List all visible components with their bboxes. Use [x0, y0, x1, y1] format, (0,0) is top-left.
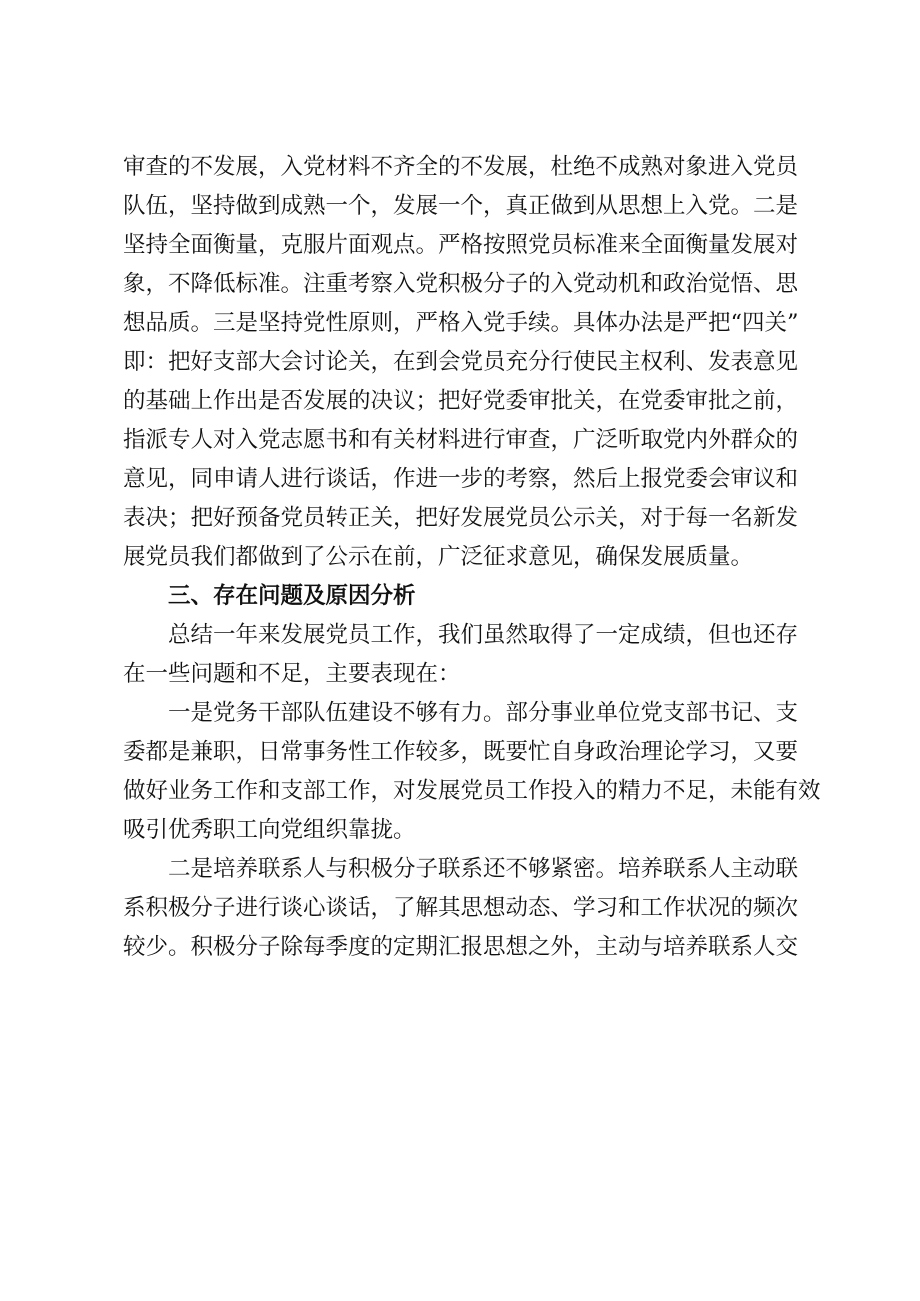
text-line: 队伍，坚持做到成熟一个，发展一个，真正做到从思想上入党。二是: [123, 193, 799, 219]
text-line: 即：把好支部大会讨论关，在到会党员充分行使民主权利、发表意见: [123, 349, 799, 375]
text-line: 指派专人对入党志愿书和有关材料进行审查，广泛听取党内外群众的: [123, 427, 799, 453]
document-body: [123, 148, 821, 967]
paragraph-4: [123, 850, 797, 967]
paragraph-3: [123, 694, 821, 850]
text-line: 较少。积极分子除每季度的定期汇报思想之外，主动与培养联系人交: [123, 934, 799, 960]
text-line: 展党员我们都做到了公示在前，广泛征求意见，确保发展质量。: [123, 544, 754, 570]
text-line: 吸引优秀职工向党组织靠拢。: [123, 817, 416, 843]
text-line: 在一些问题和不足，主要表现在：: [123, 661, 461, 687]
text-line: 表决；把好预备党员转正关，把好发展党员公示关，对于每一名新发: [123, 505, 799, 531]
text-line: 意见，同申请人进行谈话，作进一步的考察，然后上报党委会审议和: [123, 466, 799, 492]
text-line: 坚持全面衡量，克服片面观点。严格按照党员标准来全面衡量发展对: [123, 232, 799, 258]
text-line: 的基础上作出是否发展的决议；把好党委审批关，在党委审批之前，: [123, 388, 799, 414]
text-line: 二是培养联系人与积极分子联系还不够紧密。培养联系人主动联: [168, 856, 799, 882]
text-line: 总结一年来发展党员工作，我们虽然取得了一定成绩，但也还存: [168, 622, 799, 648]
section-heading: 三、存在问题及原因分析: [168, 583, 416, 609]
text-line: 象，不降低标准。注重考察入党积极分子的入党动机和政治觉悟、思: [123, 271, 799, 297]
text-line: 一是党务干部队伍建设不够有力。部分事业单位党支部书记、支: [168, 700, 799, 726]
text-line: 审查的不发展，入党材料不齐全的不发展，杜绝不成熟对象进入党员: [123, 154, 799, 180]
paragraph-2: [123, 616, 797, 694]
paragraph-1: [123, 148, 797, 577]
text-line: 委都是兼职，日常事务性工作较多，既要忙自身政治理论学习，又要: [123, 739, 799, 765]
text-line: 做好业务工作和支部工作，对发展党员工作投入的精力不足，未能有效: [123, 778, 821, 804]
text-line: 系积极分子进行谈心谈话，了解其思想动态、学习和工作状况的频次: [123, 895, 799, 921]
text-line: 想品质。三是坚持党性原则，严格入党手续。具体办法是严把“四关”: [123, 310, 799, 336]
